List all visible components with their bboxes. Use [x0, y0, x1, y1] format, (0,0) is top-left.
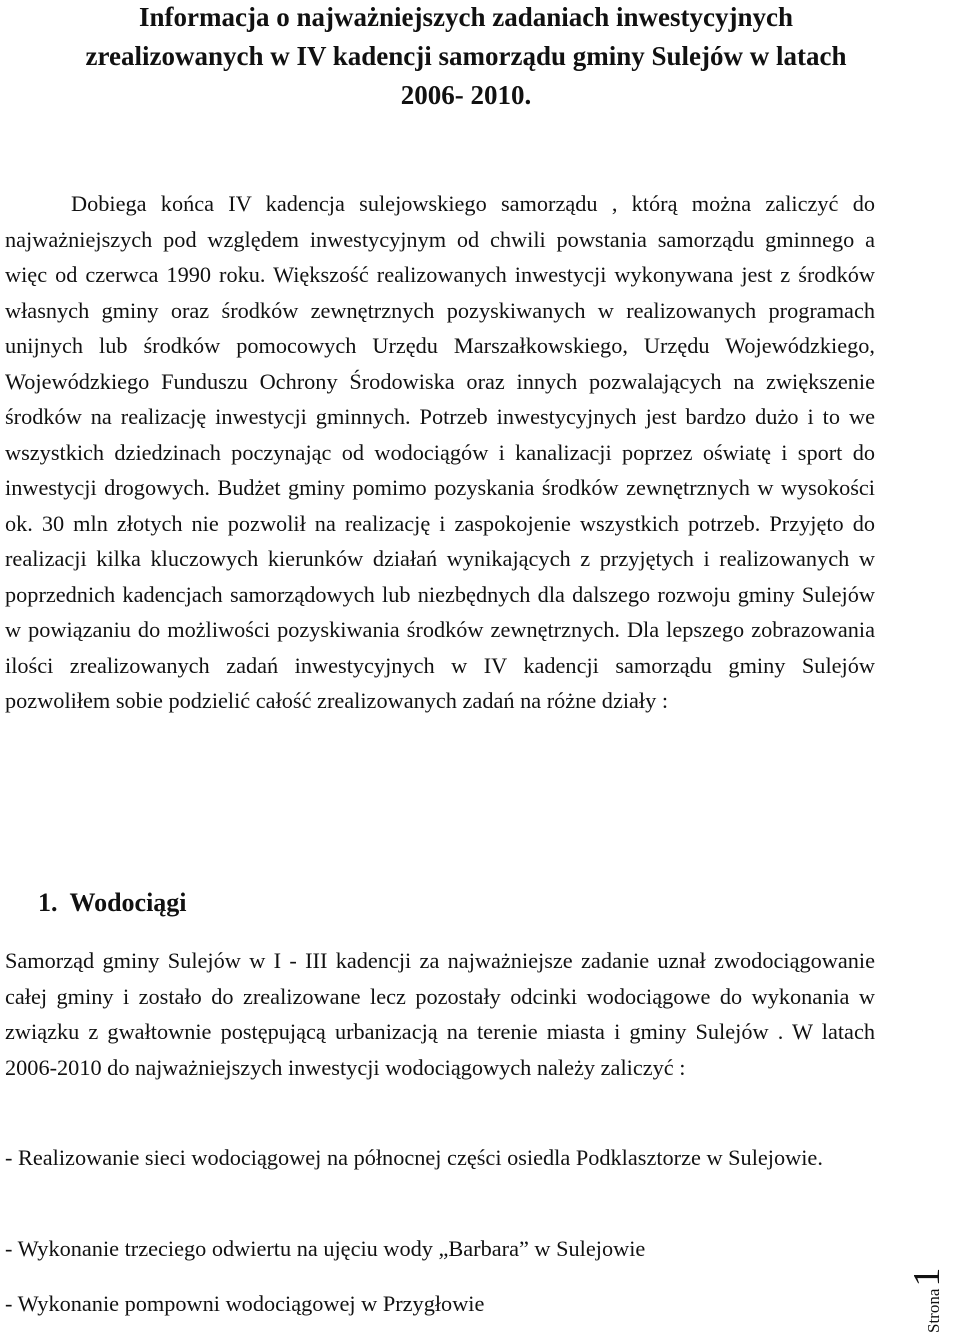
- section-heading: [38, 883, 187, 923]
- list-item: - Realizowanie sieci wodociągowej na północnej części osiedla Podklasztorze w Sulejowie.: [5, 1145, 823, 1170]
- page-label: Strona: [924, 1288, 943, 1333]
- list-item: - Wykonanie pompowni wodociągowej w Przygłowie: [5, 1291, 485, 1316]
- list-item: - Wykonanie trzeciego odwiertu na ujęciu wody „Barbara” w Sulejowie: [5, 1236, 646, 1261]
- document-title: Informacja o najważniejszych zadaniach inwestycyjnych zrealizowanych w IV kadencji samorządu gminy Sulejów w latach 2006- 2010.: [85, 2, 847, 110]
- section-number: 1.: [38, 888, 58, 917]
- section-paragraph: Samorząd gminy Sulejów w I - III kadencji za najważniejsze zadanie uznał zwodociągowanie całej gminy i zostało do zrealizowane lecz pozostały odcinki wodociągowe do wykonania w związku z gwałtownie postępującą urbanizacją na terenie miasta i gminy Sulejów . W latach 2006-2010 do najważniejszych inwestycji wodociągowych należy zaliczyć :: [5, 948, 875, 1080]
- section-title: Wodociągi: [69, 888, 187, 917]
- page-footer: [905, 1203, 955, 1333]
- page-number: 1: [906, 1267, 948, 1287]
- intro-paragraph: Dobiega końca IV kadencja sulejowskiego samorządu , którą można zaliczyć do najważniejszych pod względem inwestycyjnym od chwili powstania samorządu gminnego a więc od czerwca 1990 roku. Większość realizowanych inwestycji wykonywana jest z środków własnych gminy oraz środków zewnętrznych pozyskiwanych w realizowanych programach unijnych lub środków pomocowych Urzędu Marszałkowskiego, Urzędu Wojewódzkiego, Wojewódzkiego Funduszu Ochrony Środowiska oraz innych pozwalających na zwiększenie środków na realizację inwestycji gminnych. Potrzeb inwestycyjnych jest bardzo dużo i to we wszystkich dziedzinach poczynając od wodociągów i kanalizacji poprzez oświatę i sport do inwestycji drogowych. Budżet gminy pomimo pozyskania środków zewnętrznych w wysokości ok. 30 mln złotych nie pozwolił na realizację i zaspokojenie wszystkich potrzeb. Przyjęto do realizacji kilka kluczowych kierunków działań wynikających z przyjętych i realizowanych w poprzednich kadencjach samorządowych lub niezbędnych dla dalszego rozwoju gminy Sulejów w powiązaniu do możliwości pozyskiwania środków zewnętrznych. Dla lepszego zobrazowania ilości zrealizowanych zadań inwestycyjnych w IV kadencji samorządu gminy Sulejów pozwoliłem sobie podzielić całość zrealizowanych zadań na różne działy :: [5, 191, 875, 713]
